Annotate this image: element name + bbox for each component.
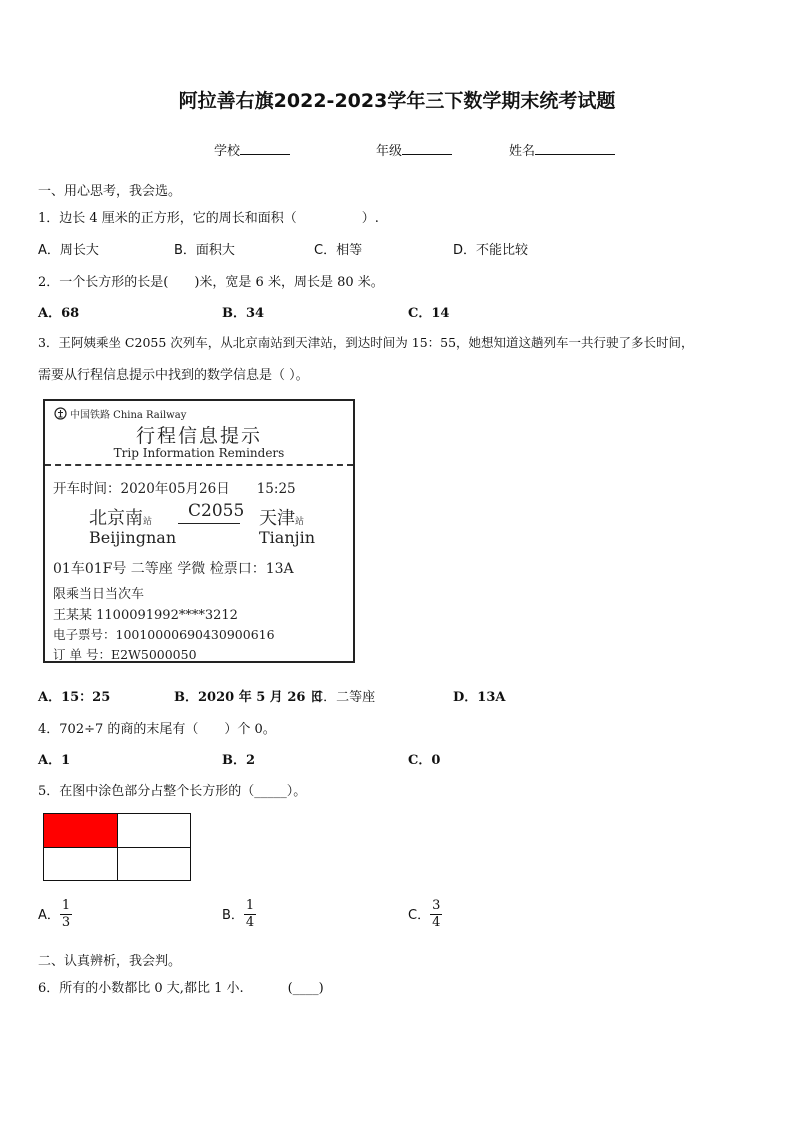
ticket-from-en: Beijingnan [89, 528, 177, 547]
q3-option-d[interactable]: D．13A [453, 690, 506, 705]
grid-cell [117, 814, 190, 847]
q5-option-b-fraction [244, 898, 256, 931]
q5-option-b-letter: B． [222, 908, 244, 923]
ticket-limit: 限乘当日当次车 [53, 587, 145, 602]
ticket-divider [45, 464, 353, 466]
to-station-name: 天津 [259, 508, 295, 529]
ticket-train-line [178, 523, 240, 524]
q4-option-c[interactable]: C．0 [408, 753, 441, 768]
fraction-numerator: 1 [245, 898, 255, 913]
question-6-blank[interactable]: (____) [287, 981, 324, 996]
to-station-suffix: 站 [295, 517, 305, 527]
school-field [214, 140, 290, 159]
q4-option-b[interactable]: B．2 [222, 753, 256, 768]
question-6-text: 6．所有的小数都比 0 大,都比 1 小. [38, 981, 244, 996]
ticket-passenger: 王某某 1100091992****3212 [53, 608, 238, 623]
grid-cell-shaded [44, 814, 117, 847]
question-5: 5．在图中涂色部分占整个长方形的（_____）。 [38, 784, 307, 799]
fraction-denominator: 3 [61, 915, 71, 930]
grid-cell [117, 847, 190, 880]
fraction-denominator: 4 [432, 915, 441, 930]
q5-option-c-letter: C． [408, 908, 431, 923]
fraction-numerator: 3 [432, 898, 441, 913]
section-1-heading: 一、用心思考，我会选。 [38, 184, 182, 199]
question-4: 4．702÷7 的商的末尾有（ ）个 0。 [38, 722, 276, 737]
q3-option-b[interactable]: B．2020 年 5 月 26 日 [174, 690, 323, 705]
ticket-heading: 行程信息提示 [135, 425, 262, 447]
question-3-line-1: 3．王阿姨乘坐 C2055 次列车，从北京南站到天津站，到达时间为 15：55，她想知道这趟列车一共行驶了多长时间， [38, 335, 694, 350]
q1-option-d[interactable]: D．不能比较 [453, 243, 529, 258]
name-label: 姓名 [509, 144, 536, 159]
school-label: 学校 [214, 144, 241, 159]
trip-ticket [43, 399, 355, 663]
q2-option-b[interactable]: B．34 [222, 306, 265, 321]
ticket-eticket-number: 电子票号：10010000690430900616 [53, 627, 275, 642]
q5-option-b[interactable] [222, 898, 256, 931]
grid-cell [44, 847, 117, 880]
grade-field [376, 140, 452, 159]
grade-label: 年级 [376, 144, 403, 159]
q5-option-c[interactable] [408, 898, 442, 931]
ticket-order-number: 订 单 号：E2W5000050 [53, 647, 197, 662]
q5-option-a[interactable] [38, 898, 72, 931]
q2-option-c[interactable]: C．14 [408, 306, 450, 321]
q3-option-c[interactable]: C．二等座 [314, 690, 376, 705]
ticket-brand: 中国铁路 China Railway [70, 410, 187, 421]
section-2-heading: 二、认真辨析，我会判。 [38, 954, 182, 969]
ticket-heading-en: Trip Information Reminders [113, 446, 285, 460]
ticket-from-station [89, 504, 152, 530]
q1-option-b[interactable]: B．面积大 [174, 243, 235, 258]
from-station-suffix: 站 [143, 517, 153, 527]
q5-option-a-fraction [60, 898, 72, 931]
q1-option-c[interactable]: C．相等 [314, 243, 363, 258]
question-6 [38, 977, 324, 996]
page-title: 阿拉善右旗2022-2023学年三下数学期末统考试题 [178, 90, 616, 112]
question-1: 1．边长 4 厘米的正方形，它的周长和面积（ ）. [38, 211, 379, 226]
q4-option-a[interactable]: A．1 [38, 753, 71, 768]
q3-option-a[interactable]: A．15：25 [38, 690, 111, 705]
ticket-train-number: C2055 [188, 501, 245, 521]
question-2: 2．一个长方形的长是( )米，宽是 6 米，周长是 80 米。 [38, 275, 384, 290]
q1-option-a[interactable]: A．周长大 [38, 243, 99, 258]
ticket-depart-time: 开车时间：2020年05月26日 15:25 [53, 481, 296, 497]
q2-option-a[interactable]: A．68 [38, 306, 80, 321]
from-station-name: 北京南 [89, 508, 143, 529]
ticket-to-en: Tianjin [259, 528, 316, 547]
ticket-seat-info: 01车01F号 二等座 学微 检票口：13A [53, 561, 294, 577]
name-field [509, 140, 615, 159]
china-railway-logo-icon [54, 407, 67, 420]
fraction-numerator: 1 [61, 898, 71, 913]
shaded-rectangle-figure [43, 813, 191, 881]
q5-option-a-letter: A． [38, 908, 60, 923]
question-3-line-2: 需要从行程信息提示中找到的数学信息是（ ）。 [38, 368, 309, 383]
name-blank[interactable] [535, 142, 615, 155]
grade-blank[interactable] [402, 142, 452, 155]
ticket-to-station [259, 504, 304, 530]
q5-option-c-fraction [430, 898, 442, 931]
fraction-denominator: 4 [245, 915, 255, 930]
school-blank[interactable] [240, 142, 290, 155]
